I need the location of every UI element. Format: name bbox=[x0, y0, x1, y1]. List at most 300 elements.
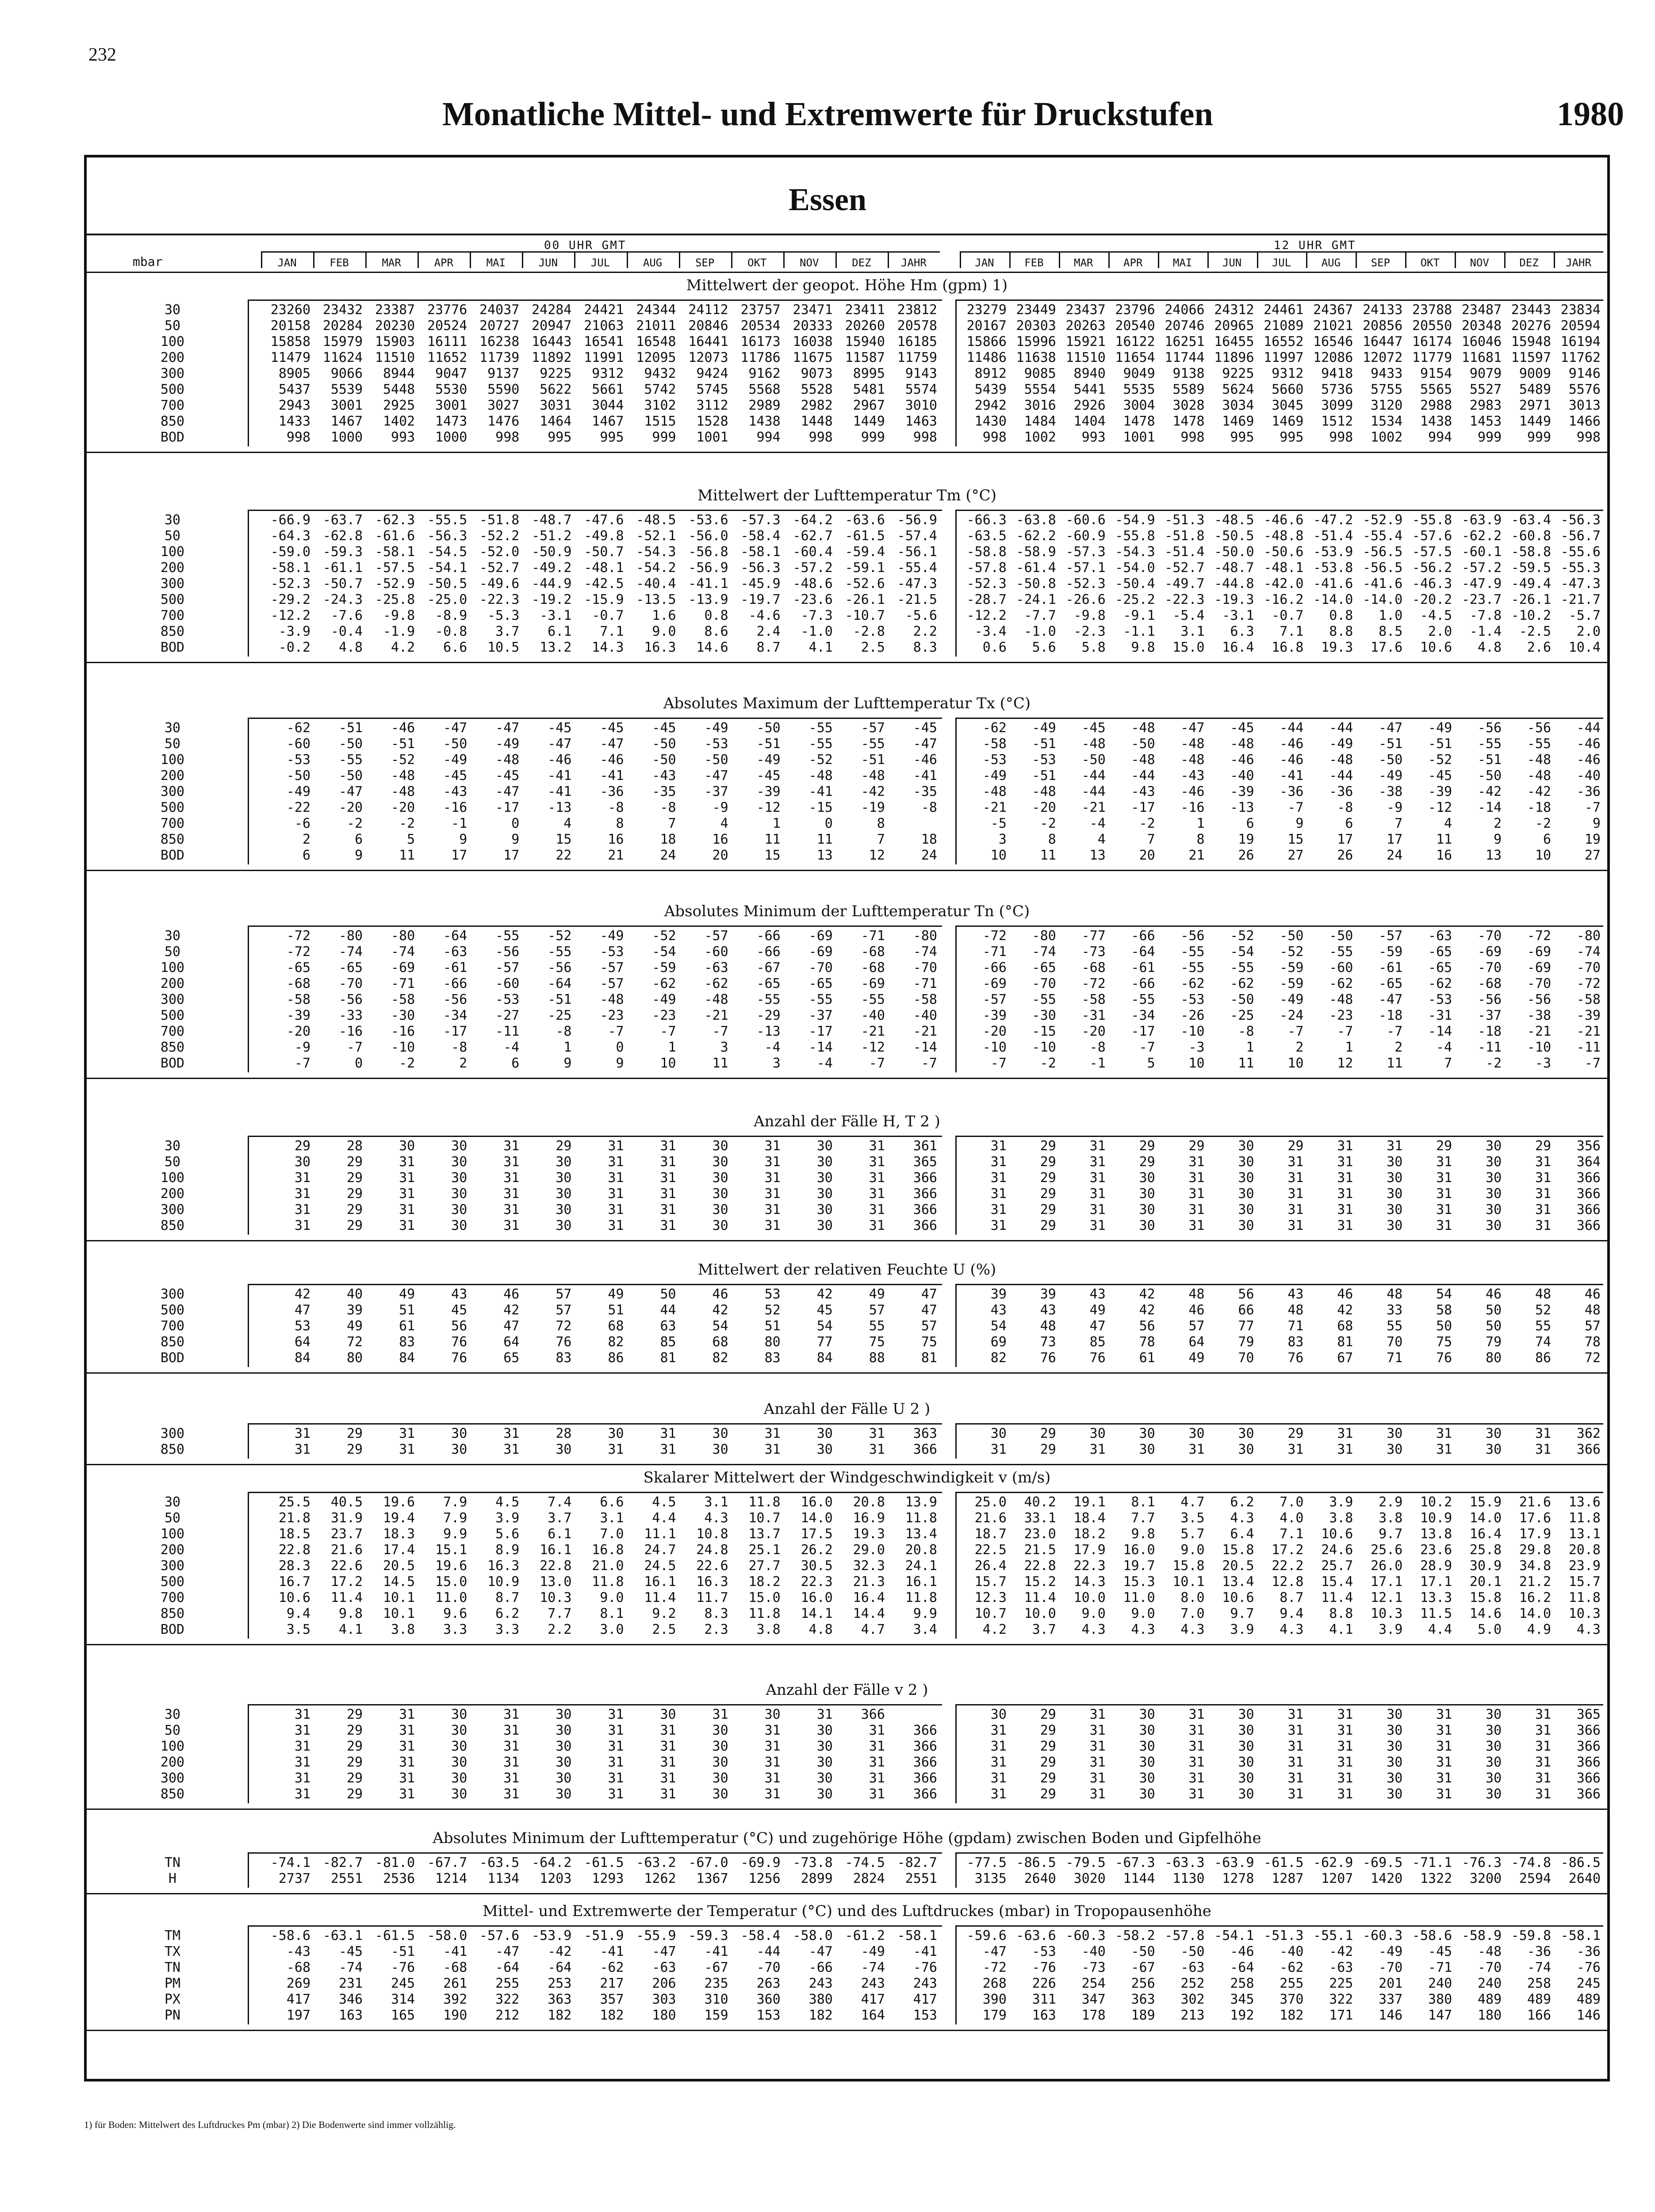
table-cell-00: -49 bbox=[704, 720, 728, 736]
table-cell-00: 17.4 bbox=[383, 1542, 415, 1558]
table-cell-00: -9 bbox=[712, 800, 728, 815]
table-cell-12: -46 bbox=[1180, 784, 1205, 799]
table-cell-00: -2 bbox=[399, 816, 415, 831]
level-label: BOD bbox=[160, 640, 185, 655]
table-cell-12: 1002 bbox=[1371, 430, 1403, 445]
month-divider bbox=[1356, 252, 1357, 268]
table-cell-12: 10.3 bbox=[1371, 1606, 1403, 1621]
table-cell-00: 8905 bbox=[278, 366, 311, 381]
table-cell-12: -52 bbox=[1230, 928, 1254, 944]
table-cell-00: 11.0 bbox=[435, 1590, 467, 1605]
table-cell-12: 995 bbox=[1230, 430, 1254, 445]
table-cell-12: 11654 bbox=[1115, 350, 1155, 365]
table-cell-00: 26.2 bbox=[801, 1542, 833, 1558]
table-cell-00: 25.1 bbox=[748, 1542, 781, 1558]
table-cell-12: 4.0 bbox=[1280, 1510, 1304, 1526]
table-cell-00: 16.9 bbox=[853, 1510, 885, 1526]
table-cell-12: 3028 bbox=[1172, 398, 1205, 413]
table-cell-12: 30 bbox=[1139, 1707, 1155, 1722]
table-cell-12: -72 bbox=[982, 928, 1007, 944]
table-cell-12: 5755 bbox=[1371, 382, 1403, 397]
table-cell-00: 57 bbox=[555, 1302, 572, 1318]
table-cell-00: 31 bbox=[764, 1218, 781, 1233]
table-cell-12: -14 bbox=[1477, 800, 1502, 815]
table-cell-00: -69 bbox=[861, 976, 885, 991]
table-cell-12: 15.4 bbox=[1321, 1574, 1353, 1590]
table-cell-12: 16.4 bbox=[1222, 640, 1254, 655]
table-cell-12: 489 bbox=[1477, 1992, 1502, 2007]
table-cell-12: 20348 bbox=[1461, 318, 1502, 334]
table-cell-12: 30 bbox=[1486, 1154, 1502, 1170]
table-cell-00: 360 bbox=[756, 1992, 781, 2007]
table-cell-00: -58.4 bbox=[740, 1928, 781, 1943]
level-label: 30 bbox=[164, 1494, 181, 1510]
table-cell-12: -50.6 bbox=[1264, 544, 1304, 560]
table-cell-00: 0 bbox=[824, 816, 833, 831]
table-cell-12: -59 bbox=[1280, 960, 1304, 975]
table-cell-12: -63.5 bbox=[966, 528, 1007, 544]
table-cell-00: 81 bbox=[921, 1350, 937, 1366]
table-cell-00: -58.1 bbox=[897, 1928, 937, 1943]
table-cell-00: 65 bbox=[503, 1350, 520, 1366]
table-cell-12: 26 bbox=[1238, 848, 1254, 863]
table-cell-00: 61 bbox=[399, 1318, 415, 1334]
table-cell-00: -68 bbox=[286, 1960, 311, 1975]
table-cell-12: 2594 bbox=[1519, 1871, 1552, 1886]
section-title: Skalarer Mittelwert der Windgeschwindigkeit v (m/s) bbox=[643, 1469, 1051, 1486]
table-cell-00: -51 bbox=[391, 736, 415, 752]
table-cell-12: -69 bbox=[1477, 944, 1502, 960]
table-cell-00: 2899 bbox=[801, 1871, 833, 1886]
table-cell-00: 20578 bbox=[897, 318, 937, 334]
table-cell-00: -48 bbox=[861, 768, 885, 783]
table-cell-00: 10.5 bbox=[487, 640, 520, 655]
table-cell-12: 23443 bbox=[1511, 302, 1552, 318]
table-cell-00: -1 bbox=[451, 816, 467, 831]
table-cell-12: 23834 bbox=[1560, 302, 1601, 318]
table-cell-12: 30 bbox=[1238, 1755, 1254, 1770]
table-cell-12: 16546 bbox=[1313, 334, 1353, 349]
table-cell-12: -21 bbox=[1527, 1024, 1552, 1039]
table-cell-12: 29 bbox=[1188, 1138, 1205, 1154]
table-cell-12: 30 bbox=[1387, 1442, 1403, 1457]
table-cell-00: 1528 bbox=[696, 414, 728, 429]
table-cell-00: -7.3 bbox=[801, 608, 833, 623]
table-cell-00: 16548 bbox=[636, 334, 676, 349]
table-cell-12: 347 bbox=[1081, 1992, 1106, 2007]
level-label: 300 bbox=[160, 1558, 185, 1574]
table-cell-00: 31 bbox=[660, 1723, 676, 1738]
table-cell-12: 1466 bbox=[1568, 414, 1601, 429]
table-cell-00: -40 bbox=[861, 1008, 885, 1023]
table-cell-12: 366 bbox=[1576, 1723, 1601, 1738]
table-cell-00: -52.7 bbox=[479, 560, 520, 576]
table-cell-12: -62 bbox=[1180, 976, 1205, 991]
table-cell-00: 10 bbox=[660, 1056, 676, 1071]
table-cell-00: -29.2 bbox=[270, 592, 311, 607]
table-cell-00: 23471 bbox=[793, 302, 833, 318]
table-cell-12: 31 bbox=[1089, 1755, 1106, 1770]
table-cell-00: 9073 bbox=[801, 366, 833, 381]
table-cell-00: 8.3 bbox=[913, 640, 937, 655]
table-cell-00: 11 bbox=[399, 848, 415, 863]
table-cell-00: 212 bbox=[495, 2008, 520, 2023]
table-cell-00: 31 bbox=[712, 1707, 728, 1722]
table-cell-12: -69.5 bbox=[1362, 1855, 1403, 1870]
table-cell-12: 5527 bbox=[1469, 382, 1502, 397]
table-cell-00: 30 bbox=[712, 1202, 728, 1217]
table-cell-00: -61 bbox=[443, 960, 467, 975]
table-cell-00: 346 bbox=[338, 1992, 363, 2007]
table-cell-12: 20550 bbox=[1412, 318, 1452, 334]
level-label: 700 bbox=[160, 608, 185, 623]
table-cell-12: 240 bbox=[1477, 1976, 1502, 1991]
table-cell-00: 30 bbox=[816, 1218, 833, 1233]
table-cell-12: 31 bbox=[1535, 1770, 1552, 1786]
table-cell-00: 2982 bbox=[801, 398, 833, 413]
month-header-00: NOV bbox=[800, 257, 819, 269]
table-cell-00: -82.7 bbox=[322, 1855, 363, 1870]
table-cell-12: 3200 bbox=[1469, 1871, 1502, 1886]
table-cell-00: -58.1 bbox=[270, 560, 311, 576]
table-cell-00: 18.2 bbox=[748, 1574, 781, 1590]
table-cell-00: 31 bbox=[764, 1426, 781, 1441]
table-cell-12: -58.2 bbox=[1115, 1928, 1155, 1943]
table-cell-00: 20 bbox=[712, 848, 728, 863]
group-00-label: 00 UHR GMT bbox=[544, 239, 627, 252]
table-cell-12: 30 bbox=[1238, 1218, 1254, 1233]
table-cell-12: 30.9 bbox=[1469, 1558, 1502, 1574]
table-cell-00: -41 bbox=[913, 768, 937, 783]
table-cell-12: 75 bbox=[1436, 1334, 1452, 1350]
body-top-rule-12 bbox=[955, 1925, 1603, 1927]
table-cell-12: -48.8 bbox=[1264, 528, 1304, 544]
table-cell-00: -4 bbox=[764, 1040, 781, 1055]
table-cell-00: 31 bbox=[608, 1755, 624, 1770]
table-cell-12: -36 bbox=[1576, 784, 1601, 799]
table-cell-12: 31 bbox=[990, 1739, 1007, 1754]
table-cell-00: -15 bbox=[808, 800, 833, 815]
month-header-12: NOV bbox=[1470, 257, 1489, 269]
table-cell-12: 10 bbox=[990, 848, 1007, 863]
table-cell-00: -19.2 bbox=[532, 592, 572, 607]
table-cell-12: 9312 bbox=[1272, 366, 1304, 381]
level-label: 100 bbox=[160, 752, 185, 768]
table-cell-00: -39 bbox=[756, 784, 781, 799]
table-cell-12: 24312 bbox=[1214, 302, 1254, 318]
table-cell-00: -65 bbox=[286, 960, 311, 975]
table-cell-00: 25.5 bbox=[278, 1494, 311, 1510]
table-cell-12: -54.9 bbox=[1115, 512, 1155, 528]
table-cell-12: 15921 bbox=[1065, 334, 1106, 349]
table-cell-12: 31 bbox=[1337, 1739, 1353, 1754]
table-cell-00: 30 bbox=[451, 1707, 467, 1722]
table-cell-00: 16238 bbox=[479, 334, 520, 349]
table-cell-00: -29 bbox=[756, 1008, 781, 1023]
level-label: 300 bbox=[160, 784, 185, 799]
table-cell-12: -44 bbox=[1280, 720, 1304, 736]
table-cell-12: -31 bbox=[1428, 1008, 1452, 1023]
table-cell-00: -64 bbox=[548, 976, 572, 991]
table-cell-00: -8 bbox=[451, 1040, 467, 1055]
table-cell-12: 7.1 bbox=[1280, 1526, 1304, 1542]
table-cell-12: -45 bbox=[1428, 768, 1452, 783]
table-cell-12: 31 bbox=[1535, 1723, 1552, 1738]
table-cell-12: -53 bbox=[1428, 992, 1452, 1007]
table-cell-00: 6.1 bbox=[548, 1526, 572, 1542]
table-cell-12: -66 bbox=[1131, 928, 1155, 944]
month-header-12: JAHR bbox=[1566, 257, 1591, 269]
table-cell-12: 30 bbox=[1387, 1202, 1403, 1217]
table-cell-00: 10.1 bbox=[383, 1606, 415, 1621]
table-cell-12: 30 bbox=[1486, 1707, 1502, 1722]
table-cell-00: 165 bbox=[391, 2008, 415, 2023]
table-cell-00: -36 bbox=[600, 784, 624, 799]
table-cell-00: -74 bbox=[338, 1960, 363, 1975]
table-cell-00: 2536 bbox=[383, 1871, 415, 1886]
table-cell-12: -14.0 bbox=[1313, 592, 1353, 607]
table-cell-00: 30 bbox=[712, 1723, 728, 1738]
table-cell-12: -5.7 bbox=[1568, 608, 1601, 623]
table-cell-12: 31 bbox=[1535, 1186, 1552, 1202]
table-cell-00: 16 bbox=[608, 832, 624, 847]
table-cell-00: -56 bbox=[338, 992, 363, 1007]
table-cell-12: -63 bbox=[1428, 928, 1452, 944]
table-cell-12: -80 bbox=[1032, 928, 1056, 944]
table-cell-12: 31 bbox=[1337, 1770, 1353, 1786]
body-top-rule-00 bbox=[248, 1852, 942, 1854]
table-cell-00: 15979 bbox=[322, 334, 363, 349]
table-cell-00: 18.3 bbox=[383, 1526, 415, 1542]
table-cell-00: 23411 bbox=[845, 302, 885, 318]
table-cell-00: 56 bbox=[451, 1318, 467, 1334]
table-cell-00: 8944 bbox=[383, 366, 415, 381]
level-label: 850 bbox=[160, 832, 185, 847]
month-header-00: OKT bbox=[747, 257, 767, 269]
table-cell-12: 30 bbox=[1139, 1770, 1155, 1786]
table-cell-12: 489 bbox=[1527, 1992, 1552, 2007]
table-cell-12: 1534 bbox=[1371, 414, 1403, 429]
table-cell-12: -34 bbox=[1131, 1008, 1155, 1023]
table-cell-00: 30 bbox=[712, 1154, 728, 1170]
table-cell-12: -18 bbox=[1379, 1008, 1403, 1023]
table-cell-12: -50.4 bbox=[1115, 576, 1155, 591]
level-label: 850 bbox=[160, 1218, 185, 1233]
table-cell-00: 3112 bbox=[696, 398, 728, 413]
table-cell-00: -55 bbox=[861, 736, 885, 752]
table-cell-12: -2 bbox=[1040, 816, 1056, 831]
table-cell-00: 29 bbox=[347, 1154, 363, 1170]
table-cell-12: 30 bbox=[1139, 1186, 1155, 1202]
table-cell-12: 5439 bbox=[974, 382, 1007, 397]
table-cell-12: 3.1 bbox=[1180, 624, 1205, 639]
table-cell-00: -54.2 bbox=[636, 560, 676, 576]
table-cell-00: 3.4 bbox=[913, 1622, 937, 1637]
table-cell-00: 9 bbox=[616, 1056, 624, 1071]
table-cell-00: -74 bbox=[338, 944, 363, 960]
table-cell-00: 52 bbox=[764, 1302, 781, 1318]
table-cell-00: 84 bbox=[816, 1350, 833, 1366]
section-end-rule bbox=[84, 1809, 1610, 1810]
table-cell-12: 2.9 bbox=[1379, 1494, 1403, 1510]
body-top-rule-12 bbox=[955, 926, 1603, 927]
table-cell-00: -51.9 bbox=[584, 1928, 624, 1943]
table-cell-12: -71.1 bbox=[1412, 1855, 1452, 1870]
table-cell-12: 11 bbox=[1238, 1056, 1254, 1071]
table-cell-00: 11479 bbox=[270, 350, 311, 365]
table-cell-00: -64.3 bbox=[270, 528, 311, 544]
table-cell-12: -5 bbox=[990, 816, 1007, 831]
table-cell-12: -48 bbox=[1180, 736, 1205, 752]
table-cell-00: -57 bbox=[861, 720, 885, 736]
table-cell-00: 51 bbox=[764, 1318, 781, 1334]
table-cell-12: -49 bbox=[1280, 992, 1304, 1007]
table-cell-12: -20 bbox=[1081, 1024, 1106, 1039]
table-cell-12: 4.3 bbox=[1576, 1622, 1601, 1637]
table-cell-00: -81.0 bbox=[375, 1855, 415, 1870]
body-top-rule-00 bbox=[248, 1704, 942, 1705]
table-cell-00: 30 bbox=[816, 1723, 833, 1738]
table-cell-12: 252 bbox=[1180, 1976, 1205, 1991]
level-label: 300 bbox=[160, 1202, 185, 1217]
table-cell-00: 10.8 bbox=[696, 1526, 728, 1542]
table-cell-12: 8 bbox=[1048, 832, 1056, 847]
table-cell-12: 8.5 bbox=[1379, 624, 1403, 639]
table-cell-00: -72 bbox=[286, 944, 311, 960]
level-label: 50 bbox=[164, 1154, 181, 1170]
table-cell-00: 13.0 bbox=[540, 1574, 572, 1590]
table-cell-00: 49 bbox=[608, 1286, 624, 1302]
table-cell-12: 366 bbox=[1576, 1755, 1601, 1770]
table-cell-00: 0 bbox=[616, 1040, 624, 1055]
table-cell-00: 30 bbox=[451, 1202, 467, 1217]
table-cell-12: 11638 bbox=[1016, 350, 1056, 365]
body-mid-rule bbox=[955, 1925, 957, 2024]
table-cell-00: 31 bbox=[869, 1154, 885, 1170]
body-top-rule-12 bbox=[955, 1136, 1603, 1137]
table-cell-12: 30 bbox=[1387, 1426, 1403, 1441]
table-cell-00: 31 bbox=[503, 1186, 520, 1202]
table-cell-00: 30 bbox=[712, 1218, 728, 1233]
table-cell-00: 30 bbox=[816, 1186, 833, 1202]
table-cell-12: 1278 bbox=[1222, 1871, 1254, 1886]
table-cell-12: -9 bbox=[1387, 800, 1403, 815]
table-cell-12: -52 bbox=[1280, 944, 1304, 960]
table-cell-12: -57 bbox=[982, 992, 1007, 1007]
table-cell-00: 366 bbox=[913, 1739, 937, 1754]
table-cell-12: 998 bbox=[1329, 430, 1353, 445]
table-cell-00: -52 bbox=[391, 752, 415, 768]
table-cell-12: 4.3 bbox=[1230, 1510, 1254, 1526]
table-cell-00: 50 bbox=[660, 1286, 676, 1302]
month-header-12: DEZ bbox=[1519, 257, 1539, 269]
table-cell-12: 30 bbox=[1387, 1707, 1403, 1722]
table-cell-00: 83 bbox=[399, 1334, 415, 1350]
table-cell-12: 12.1 bbox=[1371, 1590, 1403, 1605]
table-cell-12: -50 bbox=[1379, 752, 1403, 768]
level-label: 700 bbox=[160, 1318, 185, 1334]
table-cell-00: -2 bbox=[399, 1056, 415, 1071]
table-cell-12: 29 bbox=[1040, 1170, 1056, 1186]
table-cell-12: 61 bbox=[1139, 1350, 1155, 1366]
table-cell-12: 31 bbox=[1188, 1442, 1205, 1457]
table-cell-00: 182 bbox=[548, 2008, 572, 2023]
table-cell-00: -21 bbox=[704, 1008, 728, 1023]
table-cell-12: -48 bbox=[1032, 784, 1056, 799]
table-cell-00: 2967 bbox=[853, 398, 885, 413]
table-cell-12: -10 bbox=[1180, 1024, 1205, 1039]
table-cell-00: 29 bbox=[294, 1138, 311, 1154]
table-cell-00: -56 bbox=[548, 960, 572, 975]
table-cell-00: 84 bbox=[399, 1350, 415, 1366]
table-cell-00: -67.0 bbox=[688, 1855, 728, 1870]
table-cell-00: 23757 bbox=[740, 302, 781, 318]
table-cell-12: 11.8 bbox=[1568, 1590, 1601, 1605]
table-cell-00: 9 bbox=[511, 832, 520, 847]
table-cell-00: 76 bbox=[555, 1334, 572, 1350]
table-cell-00: -58.0 bbox=[793, 1928, 833, 1943]
month-header-12: JUN bbox=[1222, 257, 1242, 269]
table-cell-12: 20.1 bbox=[1469, 1574, 1502, 1590]
table-cell-12: 3 bbox=[998, 832, 1007, 847]
table-cell-12: 30 bbox=[1238, 1202, 1254, 1217]
table-cell-12: -42.0 bbox=[1264, 576, 1304, 591]
table-cell-12: 8.8 bbox=[1329, 1606, 1353, 1621]
table-cell-00: 366 bbox=[913, 1770, 937, 1786]
month-divider bbox=[627, 252, 628, 268]
table-cell-00: 45 bbox=[451, 1302, 467, 1318]
table-cell-12: 11.0 bbox=[1123, 1590, 1155, 1605]
table-cell-00: -47 bbox=[443, 720, 467, 736]
table-cell-12: -47.9 bbox=[1461, 576, 1502, 591]
table-cell-12: -44 bbox=[1329, 720, 1353, 736]
table-cell-12: 1478 bbox=[1123, 414, 1155, 429]
table-cell-00: 2925 bbox=[383, 398, 415, 413]
table-cell-12: 998 bbox=[1180, 430, 1205, 445]
table-cell-00: -19.7 bbox=[740, 592, 781, 607]
table-cell-12: 999 bbox=[1477, 430, 1502, 445]
table-cell-00: 24.5 bbox=[644, 1558, 676, 1574]
level-label: 200 bbox=[160, 560, 185, 576]
table-cell-12: 20 bbox=[1139, 848, 1155, 863]
table-cell-00: 1467 bbox=[330, 414, 363, 429]
table-cell-00: 20947 bbox=[532, 318, 572, 334]
table-cell-00: -50 bbox=[443, 736, 467, 752]
table-cell-00: 217 bbox=[600, 1976, 624, 1991]
table-cell-12: -65 bbox=[1428, 960, 1452, 975]
table-cell-12: 52 bbox=[1535, 1302, 1552, 1318]
table-cell-00: -60 bbox=[495, 976, 520, 991]
table-cell-12: 366 bbox=[1576, 1442, 1601, 1457]
table-cell-12: -59.5 bbox=[1511, 560, 1552, 576]
table-cell-12: -41.6 bbox=[1313, 576, 1353, 591]
table-cell-12: 9.8 bbox=[1131, 1526, 1155, 1542]
table-cell-00: 75 bbox=[869, 1334, 885, 1350]
table-cell-00: 1433 bbox=[278, 414, 311, 429]
table-cell-12: -1.0 bbox=[1024, 624, 1056, 639]
table-cell-00: 4.5 bbox=[495, 1494, 520, 1510]
table-cell-12: 70 bbox=[1387, 1334, 1403, 1350]
table-cell-12: -50 bbox=[1280, 928, 1304, 944]
table-cell-12: 31 bbox=[1287, 1442, 1304, 1457]
table-cell-12: 31 bbox=[1436, 1707, 1452, 1722]
table-cell-12: 31 bbox=[1188, 1154, 1205, 1170]
table-cell-12: 3020 bbox=[1073, 1871, 1106, 1886]
month-header-12: MAI bbox=[1172, 257, 1192, 269]
table-cell-00: -67 bbox=[756, 960, 781, 975]
table-cell-00: 366 bbox=[913, 1442, 937, 1457]
table-cell-12: 9.4 bbox=[1280, 1606, 1304, 1621]
